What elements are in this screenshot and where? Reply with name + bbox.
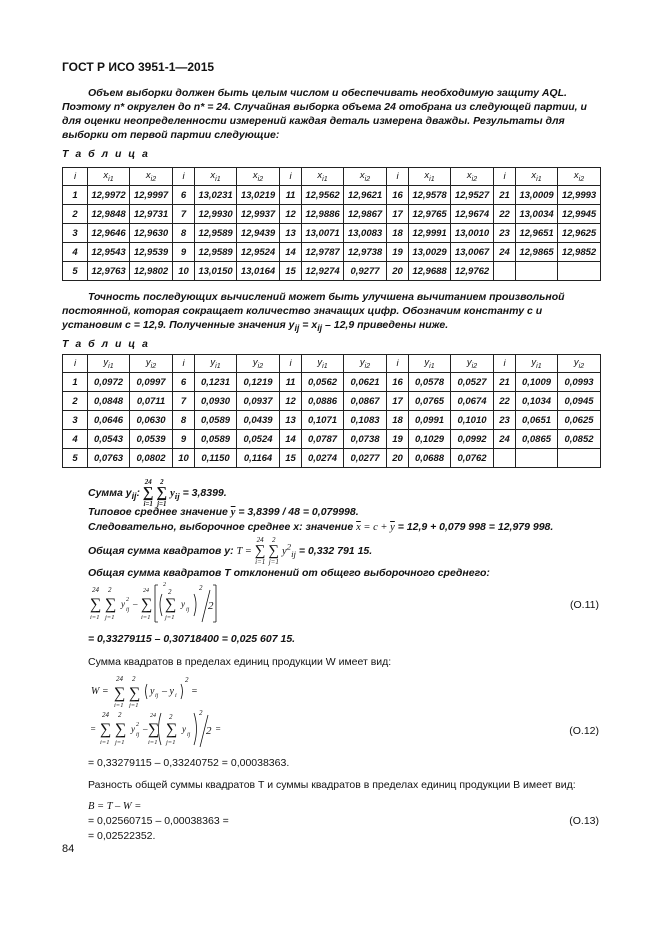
sum-line: Сумма $y_{ij}$: 24 ∑ i=1 2 ∑ j=1 $y_{ij} = 3,8399$.: [88, 478, 227, 508]
table-cell: 12,9865: [516, 243, 558, 262]
table-cell: 5: [63, 449, 88, 468]
table-header-cell: $x_{i1}$: [195, 168, 237, 186]
table-cell: 12,9630: [130, 224, 173, 243]
svg-text:j=1: j=1: [166, 739, 176, 746]
table-header-cell: $x_{i2}$: [558, 168, 601, 186]
table-cell: 0,1219: [237, 373, 280, 392]
table-cell: 19: [387, 243, 409, 262]
table-cell: 0,0277: [344, 449, 387, 468]
table-cell: 6: [173, 373, 195, 392]
table-cell: 2: [63, 205, 88, 224]
table-cell: 16: [387, 186, 409, 205]
table-cell: 17: [387, 392, 409, 411]
table-cell: 12,9852: [558, 243, 601, 262]
table-cell: 13,0009: [516, 186, 558, 205]
table-cell: 0,0848: [88, 392, 130, 411]
svg-text:24: 24: [116, 675, 123, 683]
table-cell: 12: [280, 205, 302, 224]
table-header-cell: i: [494, 168, 516, 186]
table-cell: 0,0274: [302, 449, 344, 468]
table-cell: 0,1150: [195, 449, 237, 468]
table-cell: 11: [280, 186, 302, 205]
table-cell: 0,0787: [302, 430, 344, 449]
svg-text:∑: ∑: [165, 596, 177, 613]
table-cell: 15: [280, 449, 302, 468]
table-header-cell: $x_{i1}$: [409, 168, 451, 186]
table-cell: 12,9886: [302, 205, 344, 224]
table-cell: 18: [387, 411, 409, 430]
typical-mean-line: Типовое среднее значение $\overline{y} = 3,8399 / 48 = 0,079998$.: [88, 506, 359, 518]
table-cell: 12,9972: [88, 186, 130, 205]
table-cell: 13,0231: [195, 186, 237, 205]
svg-text:i=1: i=1: [100, 739, 110, 746]
svg-text:j=1: j=1: [115, 739, 125, 746]
svg-text:=: =: [215, 724, 222, 734]
table-cell: 21: [494, 186, 516, 205]
svg-text:–: –: [133, 599, 138, 609]
table-header-cell: $x_{i2}$: [130, 168, 173, 186]
table-cell: 0,0992: [451, 430, 494, 449]
svg-text:∑: ∑: [166, 721, 178, 738]
table-cell: 12,9802: [130, 262, 173, 281]
svg-text:∑: ∑: [114, 685, 126, 702]
svg-text:2: 2: [132, 675, 136, 683]
table-cell: 0,0930: [195, 392, 237, 411]
table-cell: 13,0150: [195, 262, 237, 281]
table-header-cell: $y_{i1}$: [409, 355, 451, 373]
table-cell: 4: [63, 430, 88, 449]
table-cell: 0,0991: [409, 411, 451, 430]
table-header-cell: $y_{i1}$: [516, 355, 558, 373]
table-cell: 12,9274: [302, 262, 344, 281]
table-cell: [558, 449, 601, 468]
svg-text:y: y: [181, 599, 185, 609]
table-cell: 13: [280, 411, 302, 430]
svg-text:2: 2: [169, 713, 173, 721]
table-header-cell: $x_{i1}$: [88, 168, 130, 186]
table-header-cell: i: [494, 355, 516, 373]
equation-o13-number: (O.13): [569, 815, 599, 827]
table-row: [63, 430, 601, 449]
total-sq-line: Общая сумма квадратов y: T = 24 ∑ i=1 2 ∑ j=1 $y^2_{ij} = 0,332$ 791 15.: [88, 536, 373, 566]
total-dev-label: Общая сумма квадратов T отклонений от общего выборочного среднего:: [88, 567, 490, 579]
svg-text:y: y: [131, 724, 135, 734]
table-cell: 13,0164: [237, 262, 280, 281]
table-cell: 0,1010: [451, 411, 494, 430]
table-row: [63, 243, 601, 262]
table-cell: 24: [494, 243, 516, 262]
table-cell: 0,0625: [558, 411, 601, 430]
table-header-cell: i: [63, 355, 88, 373]
svg-text:2: 2: [206, 725, 212, 737]
table-cell: 14: [280, 430, 302, 449]
table-cell: 12,9937: [237, 205, 280, 224]
table-cell: 0,0945: [558, 392, 601, 411]
intro-paragraph: Объем выборки должен быть целым числом и обеспечивать необходимую защиту AQL. Поэтому n* округлен до n* = 24. Случайная выборка объема 24 отобрана из следующей партии, и для оценки неопределенности измерений каждая деталь измерена дважды. Результаты для выборки от первой партии следующие:: [62, 87, 587, 141]
svg-text:24: 24: [102, 711, 109, 719]
table2-caption: Т а б л и ц а: [62, 338, 150, 350]
table-cell: 0,0993: [558, 373, 601, 392]
svg-text:y: y: [150, 686, 155, 697]
table-cell: 0,1071: [302, 411, 344, 430]
eq12-result: = 0,33279115 – 0,33240752 = 0,00038363.: [88, 757, 290, 769]
svg-text:24: 24: [143, 588, 149, 594]
svg-text:∑: ∑: [90, 596, 102, 613]
table-cell: 12,9867: [344, 205, 387, 224]
table-cell: 12,9848: [88, 205, 130, 224]
table-cell: 12,9993: [558, 186, 601, 205]
table-row: [63, 411, 601, 430]
svg-text:–: –: [143, 724, 148, 734]
table-cell: 3: [63, 224, 88, 243]
svg-text:2: 2: [208, 600, 214, 612]
table-cell: 7: [173, 205, 195, 224]
equation-o12-number: (O.12): [569, 725, 599, 737]
svg-text:i=1: i=1: [148, 739, 158, 746]
document-header: ГОСТ Р ИСО 3951-1—2015: [62, 60, 215, 74]
svg-text:y: y: [121, 599, 125, 609]
table-cell: 12,9765: [409, 205, 451, 224]
table-cell: 0,0765: [409, 392, 451, 411]
table-cell: 12,9991: [409, 224, 451, 243]
table-cell: 24: [494, 430, 516, 449]
table-row: [63, 205, 601, 224]
table-cell: 23: [494, 224, 516, 243]
table-cell: 12: [280, 392, 302, 411]
table-cell: 16: [387, 373, 409, 392]
table-cell: 21: [494, 373, 516, 392]
table-cell: 0,0763: [88, 449, 130, 468]
table-cell: 8: [173, 411, 195, 430]
svg-text:y: y: [182, 724, 186, 734]
accuracy-paragraph: Точность последующих вычислений может быть улучшена вычитанием произвольной постоянной, которая сокращает количество значащих цифр. Обозначим константу с и установим с = 12,9. Полученные значения $y_{ij} = x_{ij} - 12,9$ приведены ниже.: [62, 291, 565, 334]
table-cell: 12,9738: [344, 243, 387, 262]
equation-o12: [88, 707, 228, 751]
shifted-values-table: [62, 354, 601, 468]
svg-text:ij: ij: [187, 732, 191, 738]
table-cell: 8: [173, 224, 195, 243]
table-cell: 0,0527: [451, 373, 494, 392]
svg-text:2: 2: [108, 586, 112, 594]
svg-text:=: =: [90, 724, 97, 734]
svg-text:2: 2: [199, 584, 203, 592]
table-cell: 13,0083: [344, 224, 387, 243]
b-line-3: = 0,02522352.: [88, 830, 156, 842]
svg-text:j=1: j=1: [129, 702, 139, 708]
b-line-2: = 0,02560715 – 0,00038363 =: [88, 815, 229, 827]
svg-text:j=1: j=1: [105, 614, 115, 621]
svg-text:j=1: j=1: [165, 614, 175, 621]
svg-text:2: 2: [126, 597, 129, 603]
svg-text:2: 2: [199, 709, 203, 717]
table-cell: [516, 262, 558, 281]
table-cell: 12,9589: [195, 224, 237, 243]
table-cell: 20: [387, 262, 409, 281]
table-cell: 17: [387, 205, 409, 224]
svg-text:– y: – y: [162, 686, 174, 697]
table-header-cell: $y_{i2}$: [130, 355, 173, 373]
table-cell: 23: [494, 411, 516, 430]
table-row: [63, 392, 601, 411]
table-cell: 22: [494, 392, 516, 411]
svg-text:ij: ij: [126, 607, 130, 613]
table-cell: 13: [280, 224, 302, 243]
svg-text:2: 2: [118, 711, 122, 719]
table-cell: 0,0688: [409, 449, 451, 468]
svg-text:24: 24: [150, 713, 156, 719]
table-cell: 1: [63, 373, 88, 392]
table-cell: 0,0539: [130, 430, 173, 449]
table-cell: 15: [280, 262, 302, 281]
table-cell: [494, 262, 516, 281]
table-cell: 3: [63, 411, 88, 430]
svg-text:ij: ij: [136, 732, 140, 738]
table-cell: 13,0071: [302, 224, 344, 243]
table-cell: 9: [173, 430, 195, 449]
svg-text:i=1: i=1: [141, 614, 151, 621]
equation-o11: [88, 582, 248, 626]
table-cell: 12,9787: [302, 243, 344, 262]
table-header-cell: $y_{i2}$: [237, 355, 280, 373]
svg-text:∑: ∑: [100, 721, 112, 738]
table-header-cell: $x_{i1}$: [302, 168, 344, 186]
table-cell: 22: [494, 205, 516, 224]
eq11-result: = 0,33279115 – 0,30718400 = 0,025 607 15.: [88, 633, 296, 645]
table-cell: 0,1083: [344, 411, 387, 430]
svg-text:∑: ∑: [129, 685, 141, 702]
table-header-cell: $y_{i1}$: [302, 355, 344, 373]
table-cell: [494, 449, 516, 468]
within-label: Сумма квадратов в пределах единиц продукции W имеет вид:: [88, 656, 392, 668]
table-cell: 0,0937: [237, 392, 280, 411]
table-header-cell: i: [280, 355, 302, 373]
svg-text:W =: W =: [91, 686, 109, 697]
svg-text:∑: ∑: [148, 721, 160, 738]
sample-mean-line: Следовательно, выборочное среднее x: значение $\overline{x} = c + \overline{y} = 12,9 + 0,079$ 998 = 12,979 998.: [88, 521, 554, 533]
table-header-cell: i: [173, 168, 195, 186]
svg-text:i=1: i=1: [114, 702, 124, 708]
table-cell: [558, 262, 601, 281]
table-header-cell: $y_{i2}$: [451, 355, 494, 373]
table-header-cell: $x_{i2}$: [344, 168, 387, 186]
table-cell: 14: [280, 243, 302, 262]
table-cell: [516, 449, 558, 468]
table-cell: 0,0543: [88, 430, 130, 449]
table-cell: 0,0972: [88, 373, 130, 392]
equation-o11-number: (O.11): [570, 599, 599, 611]
table-cell: 12,9646: [88, 224, 130, 243]
table-header-cell: $y_{i2}$: [344, 355, 387, 373]
table-cell: 12,9439: [237, 224, 280, 243]
table-cell: 0,1034: [516, 392, 558, 411]
table-cell: 13,0029: [409, 243, 451, 262]
table-cell: 20: [387, 449, 409, 468]
table-cell: 12,9930: [195, 205, 237, 224]
svg-text:∑: ∑: [105, 596, 117, 613]
table-cell: 0,1009: [516, 373, 558, 392]
svg-text:∑: ∑: [115, 721, 127, 738]
table-cell: 12,9524: [237, 243, 280, 262]
table-cell: 0,0621: [344, 373, 387, 392]
table-cell: 0,0524: [237, 430, 280, 449]
table-cell: 0,0646: [88, 411, 130, 430]
table-cell: 0,0589: [195, 430, 237, 449]
table-cell: 0,0867: [344, 392, 387, 411]
table-cell: 12,9543: [88, 243, 130, 262]
table-header-cell: $y_{i2}$: [558, 355, 601, 373]
table-cell: 0,1029: [409, 430, 451, 449]
table-row: [63, 262, 601, 281]
table-cell: 12,9562: [302, 186, 344, 205]
table-cell: 0,0711: [130, 392, 173, 411]
table-cell: 12,9539: [130, 243, 173, 262]
table-cell: 12,9688: [409, 262, 451, 281]
table-cell: 19: [387, 430, 409, 449]
table-cell: 0,0762: [451, 449, 494, 468]
page-number: 84: [62, 843, 75, 855]
table-header-cell: i: [280, 168, 302, 186]
table-cell: 0,0674: [451, 392, 494, 411]
table-cell: 0,0852: [558, 430, 601, 449]
table-cell: 12,9674: [451, 205, 494, 224]
table-cell: 7: [173, 392, 195, 411]
table-cell: 0,9277: [344, 262, 387, 281]
table-cell: 0,0997: [130, 373, 173, 392]
table-cell: 0,0738: [344, 430, 387, 449]
table-cell: 2: [63, 392, 88, 411]
equation-w: [88, 672, 228, 708]
svg-text:2: 2: [168, 588, 172, 596]
svg-text:2: 2: [136, 722, 139, 728]
table-cell: 11: [280, 373, 302, 392]
table-cell: 0,0865: [516, 430, 558, 449]
measurement-table: [62, 167, 601, 281]
table-cell: 6: [173, 186, 195, 205]
table-cell: 0,0651: [516, 411, 558, 430]
table-cell: 0,0802: [130, 449, 173, 468]
table-cell: 0,0886: [302, 392, 344, 411]
table-row: [63, 449, 601, 468]
b-line-1: B = T – W =: [88, 801, 142, 812]
table-cell: 0,0439: [237, 411, 280, 430]
svg-text:2: 2: [185, 676, 189, 684]
table-cell: 5: [63, 262, 88, 281]
table-cell: 18: [387, 224, 409, 243]
table-cell: 4: [63, 243, 88, 262]
table-cell: 0,0630: [130, 411, 173, 430]
table-header-cell: i: [173, 355, 195, 373]
table-header-cell: i: [387, 168, 409, 186]
table-cell: 9: [173, 243, 195, 262]
table-cell: 12,9762: [451, 262, 494, 281]
table-cell: 1: [63, 186, 88, 205]
table-cell: 12,9527: [451, 186, 494, 205]
svg-text:i=1: i=1: [90, 614, 100, 621]
table-cell: 0,1231: [195, 373, 237, 392]
table-cell: 13,0067: [451, 243, 494, 262]
svg-text:24: 24: [92, 586, 99, 594]
table-header-cell: $y_{i1}$: [195, 355, 237, 373]
table-cell: 0,0562: [302, 373, 344, 392]
table-cell: 12,9731: [130, 205, 173, 224]
svg-text:=: =: [191, 686, 198, 697]
svg-text:ij: ij: [186, 607, 190, 613]
table1-caption: Т а б л и ц а: [62, 148, 150, 160]
diff-label: Разность общей суммы квадратов T и суммы квадратов в пределах единиц продукции В имеет вид:: [88, 779, 576, 791]
table-cell: 13,0034: [516, 205, 558, 224]
table-cell: 0,0578: [409, 373, 451, 392]
table-cell: 12,9589: [195, 243, 237, 262]
svg-text:2: 2: [163, 582, 166, 588]
table-header-cell: $x_{i1}$: [516, 168, 558, 186]
table-header-cell: $x_{i2}$: [451, 168, 494, 186]
table-header-cell: $x_{i2}$: [237, 168, 280, 186]
table-cell: 13,0010: [451, 224, 494, 243]
table-cell: 12,9625: [558, 224, 601, 243]
table-cell: 12,9578: [409, 186, 451, 205]
table-cell: 10: [173, 449, 195, 468]
table-cell: 12,9621: [344, 186, 387, 205]
table-cell: 12,9651: [516, 224, 558, 243]
table-row: [63, 224, 601, 243]
table-cell: 0,1164: [237, 449, 280, 468]
table-header-cell: i: [63, 168, 88, 186]
table-cell: 12,9945: [558, 205, 601, 224]
table-cell: 13,0219: [237, 186, 280, 205]
table-cell: 12,9763: [88, 262, 130, 281]
table-header-cell: $y_{i1}$: [88, 355, 130, 373]
svg-text:i: i: [175, 693, 177, 699]
svg-text:ij: ij: [155, 693, 159, 699]
table-cell: 10: [173, 262, 195, 281]
svg-text:∑: ∑: [141, 596, 153, 613]
table-cell: 0,0589: [195, 411, 237, 430]
table-row: [63, 373, 601, 392]
table-header-cell: i: [387, 355, 409, 373]
table-cell: 12,9997: [130, 186, 173, 205]
table-row: [63, 186, 601, 205]
